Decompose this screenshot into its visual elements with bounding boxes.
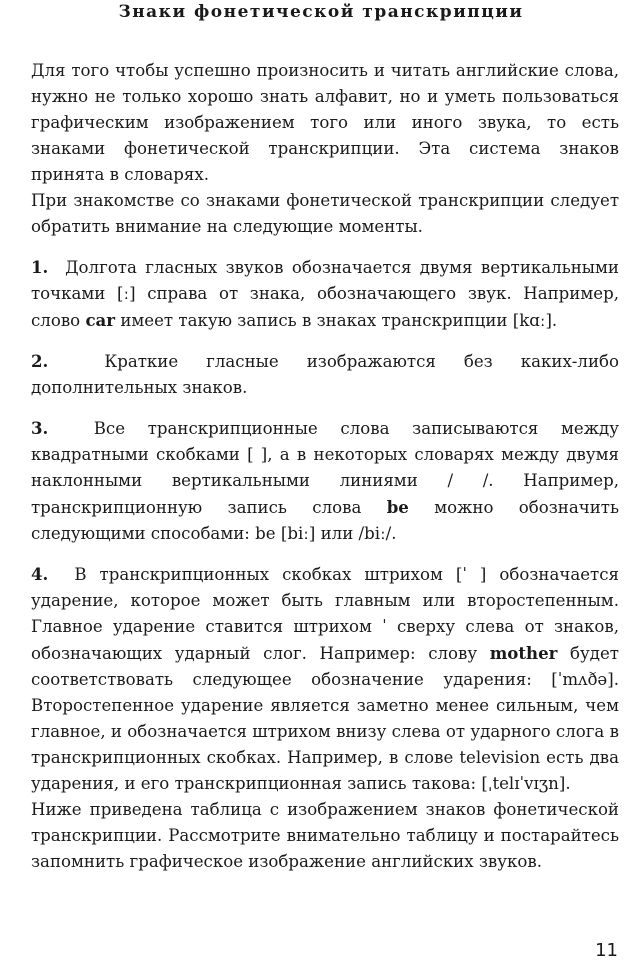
item-number: 4. <box>31 564 49 584</box>
body-text <box>31 58 619 875</box>
item-text: Все транскрипционные слова записываются между квадратными скобками [ ], а в некоторых словарях между двумя наклонными вертикальными линиями / /. Например, транскрипционную запись слова <box>31 419 619 517</box>
numbered-item-1 <box>31 254 619 334</box>
item-text: В транскрипционных скобках штрихом [ˈ ] обозначается ударение, которое может быть главным или второстепенным. Главное ударение ставится штрихом ˈ сверху слева от знаков, обозначающих ударный слог. Например: слову <box>31 565 619 663</box>
numbered-item-4 <box>31 561 619 797</box>
item-text: Долгота гласных звуков обозначается двумя вертикальными точками [ː] справа от знака, обозначающего звук. Например, слово <box>31 258 619 330</box>
closing-paragraph: Ниже приведена таблица с изображением знаков фонетической транскрипции. Рассмотрите внимательно таблицу и постарайтесь запомнить графическое изображение английских звуков. <box>31 800 619 871</box>
example-word: car <box>85 310 116 330</box>
example-word: be <box>386 497 409 517</box>
page-number: 11 <box>595 940 618 961</box>
item-text: имеет такую запись в знаках транскрипции [kɑː]. <box>115 311 558 330</box>
item-text: будет соответствовать следующее обозначение ударения: [ˈmʌðə]. Второстепенное ударение является заметно менее сильным, чем главное, и обозначается штрихом внизу слева от ударного слога в транскрипционных скобках. Например, в слове television есть два ударения, и его транскрипционная запись такова: [ˌtelɪˈvɪʒn]. <box>31 644 619 793</box>
item-number: 2. <box>31 351 49 371</box>
item-text: можно обозначить следующими способами: be [biː] или /biː/. <box>31 498 619 543</box>
numbered-item-3 <box>31 415 619 547</box>
numbered-item-2 <box>31 348 619 401</box>
page-title: Знаки фонетической транскрипции <box>118 2 524 22</box>
item-text: Краткие гласные изображаются без каких-либо дополнительных знаков. <box>31 352 619 397</box>
item-number: 1. <box>31 257 49 277</box>
example-word: mother <box>489 643 558 663</box>
intro-paragraph: При знакомстве со знаками фонетической транскрипции следует обратить внимание на следующие моменты. <box>31 191 619 236</box>
item-number: 3. <box>31 418 49 438</box>
intro-paragraph: Для того чтобы успешно произносить и читать английские слова, нужно не только хорошо знать алфавит, но и уметь пользоваться графическим изображением того или иного звука, то есть знаками фонетической транскрипции. Эта система знаков принята в словарях. <box>31 61 619 184</box>
